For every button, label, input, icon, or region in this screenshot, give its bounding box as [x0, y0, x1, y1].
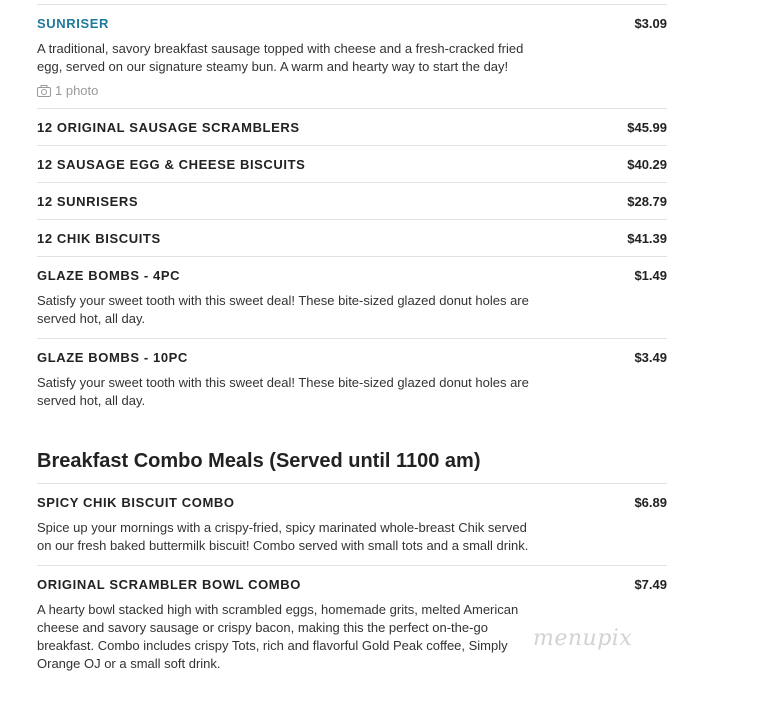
menu-list — [37, 4, 667, 683]
item-price: $28.79 — [627, 194, 667, 209]
menu-item[interactable] — [37, 145, 667, 182]
item-price: $40.29 — [627, 157, 667, 172]
menu-item[interactable] — [37, 108, 667, 145]
item-name: ORIGINAL SCRAMBLER BOWL COMBO — [37, 577, 301, 592]
menu-item[interactable] — [37, 256, 667, 338]
menu-item[interactable] — [37, 182, 667, 219]
item-price: $1.49 — [634, 268, 667, 283]
item-description: A traditional, savory breakfast sausage topped with cheese and a fresh-cracked fried egg, served on our signature steamy bun. A warm and hearty way to start the day! — [37, 41, 524, 74]
item-name: 12 CHIK BISCUITS — [37, 231, 161, 246]
item-price: $6.89 — [634, 495, 667, 510]
menu-item[interactable] — [37, 219, 667, 256]
section-title: Breakfast Combo Meals (Served until 1100 am) — [37, 450, 481, 472]
menu-item[interactable] — [37, 483, 667, 565]
photo-count[interactable]: 1 photo — [55, 83, 99, 98]
item-description: Satisfy your sweet tooth with this sweet deal! These bite-sized glazed donut holes are served hot, all day. — [37, 375, 529, 408]
item-name: GLAZE BOMBS - 10PC — [37, 350, 188, 365]
item-description: A hearty bowl stacked high with scrambled eggs, homemade grits, melted American cheese and savory sausage or crispy bacon, making this the perfect on-the-go breakfast. Combo includes crispy Tots, rich and flavorful Gold Peak coffee, Simply Orange OJ or a small soft drink. — [37, 602, 519, 671]
photo-link[interactable] — [37, 83, 667, 98]
item-name: 12 SAUSAGE EGG & CHEESE BISCUITS — [37, 157, 306, 172]
item-name: 12 ORIGINAL SAUSAGE SCRAMBLERS — [37, 120, 300, 135]
item-name: 12 SUNRISERS — [37, 194, 139, 209]
menu-item[interactable] — [37, 565, 667, 683]
item-price: $45.99 — [627, 120, 667, 135]
item-price: $7.49 — [634, 577, 667, 592]
item-name[interactable]: SUNRISER — [37, 16, 109, 31]
menu-item[interactable] — [37, 338, 667, 420]
item-description: Satisfy your sweet tooth with this sweet deal! These bite-sized glazed donut holes are served hot, all day. — [37, 293, 529, 326]
item-price: $41.39 — [627, 231, 667, 246]
item-description: Spice up your mornings with a crispy-fried, spicy marinated whole-breast Chik served on our fresh baked buttermilk biscuit! Combo served with small tots and a small drink. — [37, 520, 529, 553]
camera-icon — [37, 85, 51, 97]
item-price: $3.09 — [634, 16, 667, 31]
menu-item-sunriser[interactable] — [37, 4, 667, 108]
item-name: SPICY CHIK BISCUIT COMBO — [37, 495, 235, 510]
item-name: GLAZE BOMBS - 4PC — [37, 268, 181, 283]
watermark: menupix — [533, 626, 633, 651]
item-price: $3.49 — [634, 350, 667, 365]
